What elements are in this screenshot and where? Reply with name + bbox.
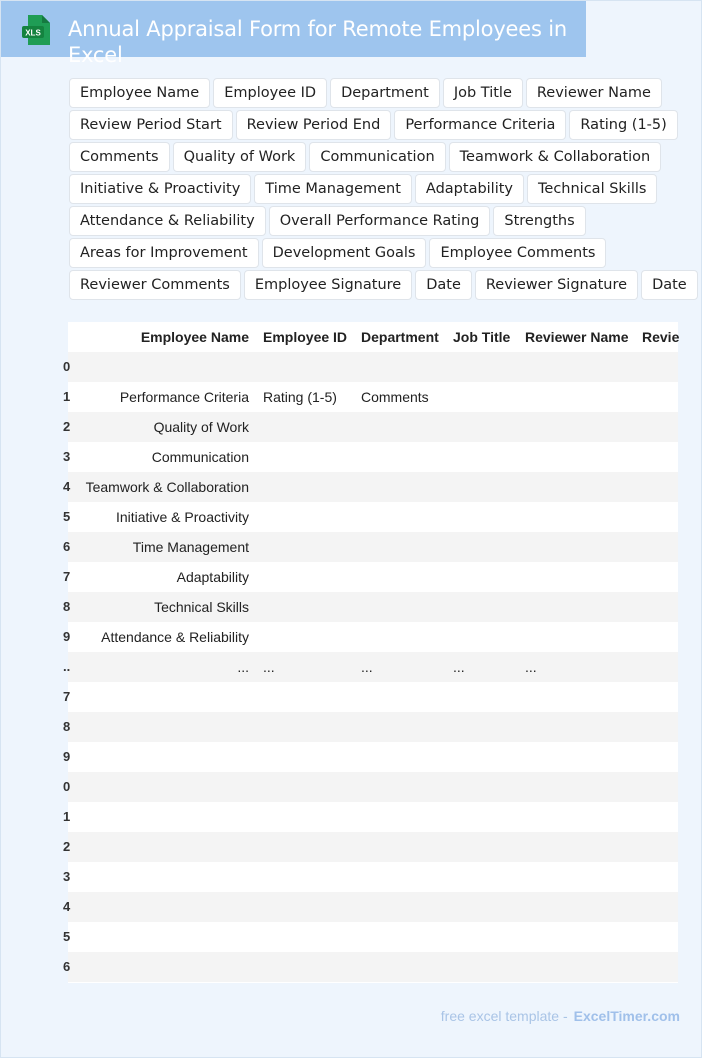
- column-header[interactable]: Employee Name: [140, 329, 249, 345]
- table-row[interactable]: [63, 832, 678, 862]
- brand-link[interactable]: ExcelTimer.com: [573, 1008, 680, 1024]
- tag-row: [69, 270, 687, 302]
- field-tag[interactable]: Quality of Work: [173, 142, 307, 172]
- tag-row: [69, 142, 659, 174]
- field-tag[interactable]: Employee Comments: [429, 238, 606, 268]
- row-number: 8: [63, 599, 71, 614]
- table-row[interactable]: [63, 352, 678, 382]
- row-number: 2: [63, 839, 71, 854]
- table-cell[interactable]: Performance Criteria: [119, 389, 249, 405]
- row-number: ..: [63, 659, 71, 674]
- field-tag[interactable]: Reviewer Signature: [475, 270, 638, 300]
- field-tag[interactable]: Adaptability: [415, 174, 524, 204]
- tag-row: [69, 206, 659, 238]
- field-tag[interactable]: Attendance & Reliability: [69, 206, 266, 236]
- table-row[interactable]: [63, 532, 678, 562]
- footer-credit: [441, 1008, 680, 1024]
- footer-text: free excel template -: [440, 1008, 568, 1024]
- row-number: 5: [63, 509, 71, 524]
- row-number: 1: [63, 389, 71, 404]
- field-tag[interactable]: Department: [330, 78, 440, 108]
- field-tag[interactable]: Performance Criteria: [394, 110, 566, 140]
- field-tag[interactable]: Time Management: [254, 174, 412, 204]
- table-cell[interactable]: Quality of Work: [153, 419, 249, 435]
- table-cell[interactable]: Time Management: [132, 539, 249, 555]
- field-tag[interactable]: Areas for Improvement: [69, 238, 259, 268]
- table-cell[interactable]: Attendance & Reliability: [101, 629, 249, 645]
- row-number: 0: [63, 779, 71, 794]
- field-tag[interactable]: Technical Skills: [527, 174, 657, 204]
- field-tag[interactable]: Initiative & Proactivity: [69, 174, 251, 204]
- table-row[interactable]: [63, 862, 678, 892]
- column-header[interactable]: Reviewer Name: [525, 329, 629, 345]
- table-cell[interactable]: Initiative & Proactivity: [115, 509, 249, 525]
- field-tag[interactable]: Strengths: [493, 206, 585, 236]
- header-row: [68, 322, 678, 352]
- column-header[interactable]: Job Title: [453, 329, 511, 345]
- spreadsheet-preview: [63, 322, 680, 983]
- field-tag[interactable]: Reviewer Name: [526, 78, 662, 108]
- row-number: 9: [63, 629, 71, 644]
- table-row[interactable]: [63, 892, 678, 922]
- field-tag-list: [69, 78, 687, 302]
- table-cell[interactable]: Comments: [361, 389, 429, 405]
- row-number: 6: [63, 539, 71, 554]
- field-tag[interactable]: Teamwork & Collaboration: [449, 142, 662, 172]
- row-number: 9: [63, 749, 71, 764]
- table-row[interactable]: [63, 412, 678, 442]
- field-tag[interactable]: Date: [415, 270, 472, 300]
- table-row[interactable]: [63, 742, 678, 772]
- table-cell[interactable]: ...: [453, 659, 465, 675]
- tag-row: [69, 238, 659, 270]
- row-number: 7: [63, 689, 71, 704]
- table-row[interactable]: [63, 922, 678, 952]
- row-number: 7: [63, 569, 71, 584]
- table-row[interactable]: [63, 562, 678, 592]
- table-cell[interactable]: ...: [263, 659, 275, 675]
- table-row[interactable]: [63, 952, 678, 982]
- field-tag[interactable]: Comments: [69, 142, 170, 172]
- field-tag[interactable]: Review Period Start: [69, 110, 233, 140]
- table-row[interactable]: [63, 652, 678, 682]
- table-row[interactable]: [63, 472, 678, 502]
- field-tag[interactable]: Overall Performance Rating: [269, 206, 491, 236]
- table-row[interactable]: [63, 622, 678, 652]
- xls-file-icon: [22, 15, 50, 45]
- table-cell[interactable]: Technical Skills: [154, 599, 249, 615]
- row-number: 3: [63, 869, 71, 884]
- page-header: [1, 1, 586, 67]
- row-number: 8: [63, 719, 71, 734]
- table-cell[interactable]: ...: [361, 659, 373, 675]
- field-tag[interactable]: Rating (1-5): [569, 110, 677, 140]
- column-header[interactable]: Revie: [642, 329, 680, 345]
- field-tag[interactable]: Review Period End: [236, 110, 392, 140]
- field-tag[interactable]: Development Goals: [262, 238, 427, 268]
- table-row[interactable]: [63, 592, 678, 622]
- row-number: 0: [63, 359, 71, 374]
- row-number: 3: [63, 449, 71, 464]
- table-cell[interactable]: Teamwork & Collaboration: [85, 479, 249, 495]
- field-tag[interactable]: Job Title: [443, 78, 523, 108]
- page-title: Annual Appraisal Form for Remote Employees in Excel: [68, 17, 567, 67]
- column-header[interactable]: Employee ID: [263, 329, 348, 345]
- table-cell[interactable]: ...: [237, 659, 249, 675]
- table-cell[interactable]: Communication: [151, 449, 249, 465]
- tag-row: [69, 174, 659, 206]
- field-tag[interactable]: Reviewer Comments: [69, 270, 241, 300]
- column-header[interactable]: Department: [361, 329, 439, 345]
- row-number: 6: [63, 959, 71, 974]
- tag-row: [69, 78, 659, 110]
- field-tag[interactable]: Communication: [309, 142, 445, 172]
- svg-text:XLS: XLS: [25, 28, 41, 38]
- field-tag[interactable]: Employee Signature: [244, 270, 412, 300]
- table-cell[interactable]: ...: [525, 659, 537, 675]
- field-tag[interactable]: Employee Name: [69, 78, 210, 108]
- table-cell[interactable]: Rating (1-5): [263, 389, 337, 405]
- table-row[interactable]: [63, 382, 678, 412]
- table-row[interactable]: [63, 802, 678, 832]
- row-number: 5: [63, 929, 71, 944]
- table-row[interactable]: [63, 442, 678, 472]
- table-row[interactable]: [63, 502, 678, 532]
- row-number: 1: [63, 809, 71, 824]
- tag-row: [69, 110, 667, 142]
- field-tag[interactable]: Employee ID: [213, 78, 327, 108]
- table-row[interactable]: [63, 682, 678, 712]
- field-tag[interactable]: Date: [641, 270, 698, 300]
- table-cell[interactable]: Adaptability: [176, 569, 249, 585]
- row-number: 2: [63, 419, 71, 434]
- row-number: 4: [63, 899, 71, 914]
- table-row[interactable]: [63, 712, 678, 742]
- table-row[interactable]: [63, 772, 678, 802]
- row-number: 4: [63, 479, 71, 494]
